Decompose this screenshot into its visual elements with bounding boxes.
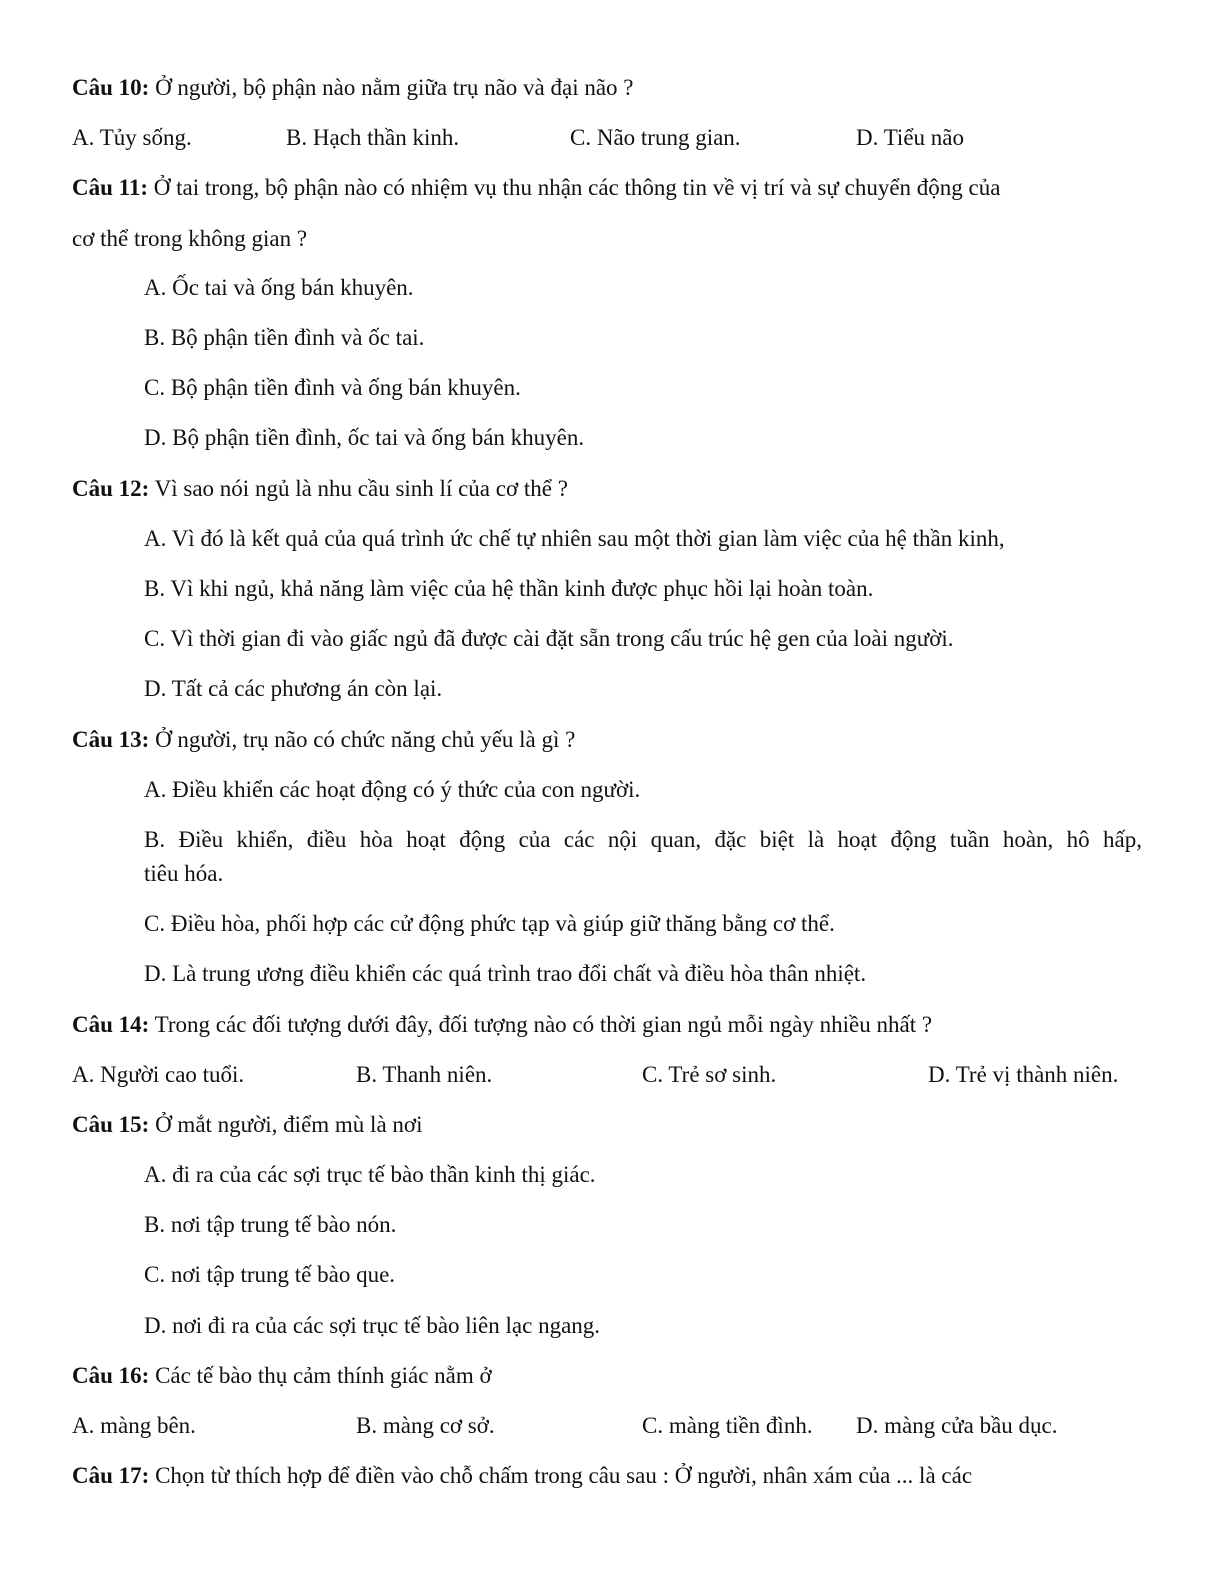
question-label: Câu 16: [72,1363,150,1388]
question-text: Trong các đối tượng dưới đây, đối tượng nào có thời gian ngủ mỗi ngày nhiều nhất ? [149,1012,933,1037]
question-text: Ở người, trụ não có chức năng chủ yếu là gì ? [149,727,576,752]
question-text: Ở mắt người, điểm mù là nơi [149,1112,423,1137]
question-label: Câu 15: [72,1112,150,1137]
option-c: C. Trẻ sơ sinh. [642,1062,777,1087]
question-10 [72,73,1144,103]
question-label: Câu 12: [72,476,150,501]
option-b-continued: tiêu hóa. [144,861,224,886]
question-16 [72,1361,1144,1391]
option-a: A. Điều khiển các hoạt động có ý thức của con người. [144,777,641,802]
question-15 [72,1110,1144,1140]
question-label: Câu 17: [72,1463,150,1488]
question-label: Câu 14: [72,1012,150,1037]
question-label: Câu 11: [72,175,149,200]
question-11-continued: cơ thể trong không gian ? [72,226,308,251]
question-text: Vì sao nói ngủ là nhu cầu sinh lí của cơ thể ? [149,476,568,501]
question-17 [72,1461,1144,1491]
question-label: Câu 13: [72,727,150,752]
question-text: Ở tai trong, bộ phận nào có nhiệm vụ thu nhận các thông tin về vị trí và sự chuyển động của [148,175,1001,200]
question-text: Ở người, bộ phận nào nằm giữa trụ não và đại não ? [149,75,634,100]
option-c: C. Vì thời gian đi vào giấc ngủ đã được cài đặt sẵn trong cấu trúc hệ gen của loài người. [144,626,954,651]
question-text: Chọn từ thích hợp để điền vào chỗ chấm trong câu sau : Ở người, nhân xám của ... là các [149,1463,973,1488]
option-b: B. Thanh niên. [356,1062,493,1087]
option-c: C. Não trung gian. [570,125,741,150]
option-c: C. Điều hòa, phối hợp các cử động phức tạp và giúp giữ thăng bằng cơ thể. [144,911,835,936]
question-text: Các tế bào thụ cảm thính giác nằm ở [149,1363,492,1388]
option-b: B. Điều khiển, điều hòa hoạt động của các nội quan, đặc biệt là hoạt động tuần hoàn, hô hấp, [144,827,1142,852]
option-a: A. đi ra của các sợi trục tế bào thần kinh thị giác. [144,1162,596,1187]
question-12 [72,474,1144,504]
option-a: A. Ốc tai và ống bán khuyên. [144,275,414,300]
option-b: B. nơi tập trung tế bào nón. [144,1212,397,1237]
question-14 [72,1010,1144,1040]
question-13 [72,725,1144,755]
option-d: D. Bộ phận tiền đình, ốc tai và ống bán khuyên. [144,425,585,450]
option-d: D. Trẻ vị thành niên. [928,1062,1119,1087]
option-a: A. Tủy sống. [72,125,192,150]
option-b: B. Vì khi ngủ, khả năng làm việc của hệ thần kinh được phục hồi lại hoàn toàn. [144,576,874,601]
option-b: B. Hạch thần kinh. [286,125,460,150]
option-c: C. nơi tập trung tế bào que. [144,1262,396,1287]
option-a: A. màng bên. [72,1413,196,1438]
option-d: D. Tiểu não [856,125,964,150]
option-d: D. Tất cả các phương án còn lại. [144,676,443,701]
option-c: C. màng tiền đình. [642,1413,813,1438]
option-a: A. Vì đó là kết quả của quá trình ức chế tự nhiên sau một thời gian làm việc của hệ thần kinh, [144,526,1005,551]
option-d: D. màng cửa bầu dục. [856,1413,1058,1438]
option-c: C. Bộ phận tiền đình và ống bán khuyên. [144,375,521,400]
option-b: B. màng cơ sở. [356,1413,495,1438]
question-11 [72,173,1144,203]
question-label: Câu 10: [72,75,150,100]
option-a: A. Người cao tuổi. [72,1062,245,1087]
option-d: D. Là trung ương điều khiển các quá trình trao đổi chất và điều hòa thân nhiệt. [144,961,867,986]
option-b: B. Bộ phận tiền đình và ốc tai. [144,325,425,350]
option-d: D. nơi đi ra của các sợi trục tế bào liên lạc ngang. [144,1313,601,1338]
